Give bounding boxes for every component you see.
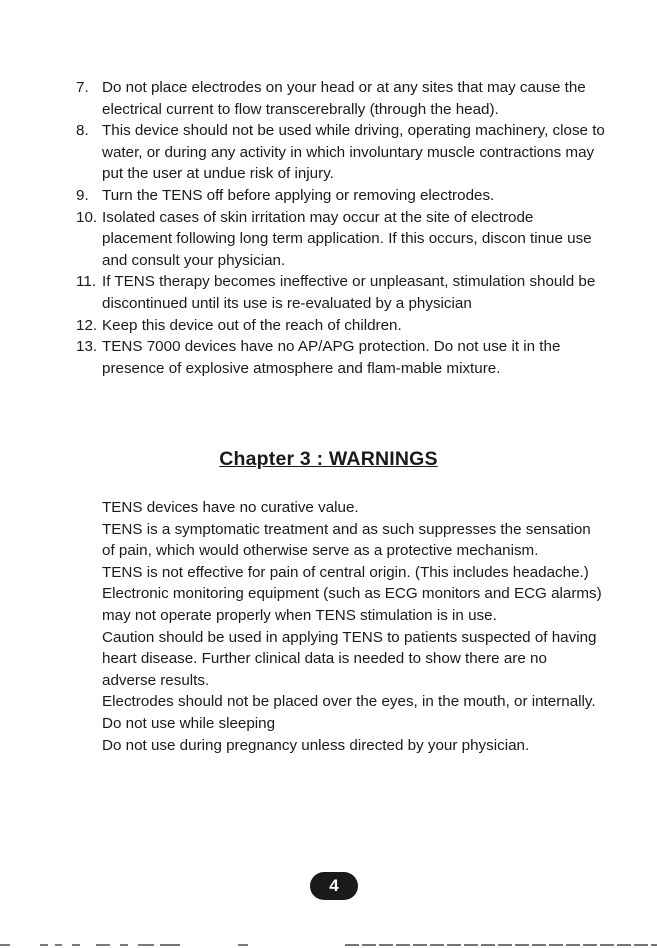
warning-paragraph: Do not use while sleeping	[102, 714, 276, 732]
warning-paragraph: Electrodes should not be placed over the eyes, in the mouth, or internally.	[102, 693, 596, 711]
list-item-text: This device should not be used while driving, operating machinery, close to water, or during any activity in which involuntary muscle contractions may put the user at undue risk of injury.	[102, 122, 605, 183]
precautions-list	[76, 77, 606, 379]
list-item	[76, 120, 606, 185]
list-item	[76, 336, 606, 379]
list-item-text: Keep this device out of the reach of children.	[102, 316, 402, 334]
warning-paragraph: Caution should be used in applying TENS to patients suspected of having heart disease. Further clinical data is needed to show there are no adverse results.	[102, 628, 597, 689]
list-item-number: 12.	[76, 316, 98, 334]
list-item-text: Turn the TENS off before applying or removing electrodes.	[102, 186, 495, 204]
list-item-number: 10.	[76, 208, 98, 226]
warnings-section	[102, 497, 602, 756]
list-item	[76, 315, 606, 337]
list-item-text: Isolated cases of skin irritation may occur at the site of electrode placement following long term application. If this occurs, discon tinue use and consult your physician.	[102, 208, 592, 269]
list-item-number: 13.	[76, 338, 98, 356]
warning-paragraph: TENS is a symptomatic treatment and as such suppresses the sensation of pain, which would otherwise serve as a protective mechanism.	[102, 520, 591, 560]
list-item-number: 7.	[76, 79, 89, 96]
page-number-badge: 4	[310, 872, 358, 900]
list-item-number: 8.	[76, 122, 89, 140]
list-item-number: 9.	[76, 186, 89, 204]
warning-paragraph: TENS is not effective for pain of central origin. (This includes headache.)	[102, 563, 589, 581]
list-item-number: 11.	[76, 273, 96, 291]
list-item	[76, 185, 606, 207]
warning-paragraph: TENS devices have no curative value.	[102, 499, 359, 516]
warning-paragraph: Do not use during pregnancy unless directed by your physician.	[102, 736, 530, 754]
print-crop-marks	[0, 943, 657, 947]
list-item	[76, 271, 606, 314]
list-item-text: TENS 7000 devices have no AP/APG protection. Do not use it in the presence of explosive atmosphere and flam-mable mixture.	[102, 338, 561, 377]
list-item-text: If TENS therapy becomes ineffective or unpleasant, stimulation should be discontinued until its use is re-evaluated by a physician	[102, 273, 596, 312]
list-item	[76, 207, 606, 272]
list-item-text: Do not place electrodes on your head or at any sites that may cause the electrical current to flow transcerebrally (through the head).	[102, 79, 586, 118]
warning-paragraph: Electronic monitoring equipment (such as ECG monitors and ECG alarms) may not operate properly when TENS stimulation is in use.	[102, 585, 602, 624]
chapter-heading: Chapter 3 : WARNINGS	[219, 448, 438, 470]
list-item	[76, 77, 606, 120]
